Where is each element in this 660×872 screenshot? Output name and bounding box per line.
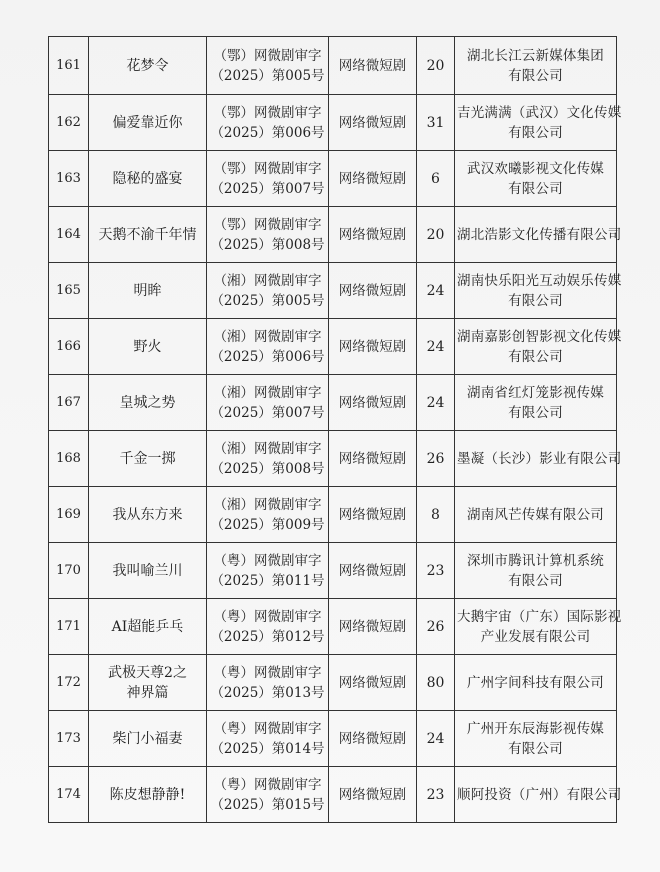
- license-number-cell-line: （鄂）网微剧审字: [213, 47, 322, 64]
- producer-cell: [455, 487, 617, 543]
- episode-count-cell: 26: [417, 599, 455, 655]
- license-number-cell-line: （2025）第015号: [210, 796, 325, 813]
- table-row: [49, 263, 617, 319]
- license-number-cell: [207, 487, 329, 543]
- episode-count-cell: 31: [417, 95, 455, 151]
- producer-cell-line: 墨凝（长沙）影业有限公司: [457, 450, 622, 467]
- row-number-cell: 167: [49, 375, 89, 431]
- approval-table: [48, 36, 622, 823]
- license-number-cell-line: （2025）第008号: [210, 236, 325, 253]
- license-number-cell: [207, 599, 329, 655]
- episode-count-cell: 24: [417, 319, 455, 375]
- table-row: [49, 599, 617, 655]
- drama-title-cell: [89, 431, 207, 487]
- producer-cell-line: 武汉欢曦影视文化传媒: [467, 160, 604, 177]
- drama-title-cell-line: 野火: [133, 338, 162, 355]
- license-number-cell-line: （2025）第007号: [210, 404, 325, 421]
- license-number-cell: [207, 263, 329, 319]
- drama-title-cell: [89, 263, 207, 319]
- row-number-cell: 163: [49, 151, 89, 207]
- table-row: [49, 487, 617, 543]
- license-number-cell-line: （粤）网微剧审字: [213, 776, 322, 793]
- drama-title-cell-line: 天鹅不渝千年情: [98, 226, 197, 243]
- drama-title-cell-line: 千金一掷: [119, 450, 176, 467]
- producer-cell-line: 产业发展有限公司: [480, 628, 591, 645]
- producer-cell: [455, 207, 622, 263]
- drama-type-cell: 网络微短剧: [329, 319, 417, 375]
- license-number-cell-line: （湘）网微剧审字: [213, 496, 322, 513]
- producer-cell: [455, 375, 617, 431]
- license-number-cell-line: （2025）第008号: [210, 460, 325, 477]
- drama-type-cell: 网络微短剧: [329, 37, 417, 95]
- drama-title-cell-line: 隐秘的盛宴: [112, 170, 183, 187]
- license-number-cell-line: （2025）第011号: [210, 572, 325, 589]
- license-number-cell-line: （2025）第013号: [210, 684, 325, 701]
- license-number-cell-line: （2025）第009号: [210, 516, 325, 533]
- table-row: [49, 711, 617, 767]
- license-number-cell-line: （2025）第006号: [210, 124, 325, 141]
- license-number-cell-line: （粤）网微剧审字: [213, 608, 322, 625]
- producer-cell: [455, 655, 617, 711]
- drama-title-cell: [89, 711, 207, 767]
- license-number-cell-line: （2025）第007号: [210, 180, 325, 197]
- producer-cell-line: 有限公司: [508, 292, 563, 309]
- producer-cell-line: 吉光满满（武汉）文化传媒: [457, 104, 622, 121]
- episode-count-cell: 23: [417, 543, 455, 599]
- episode-count-cell: 80: [417, 655, 455, 711]
- table-row: [49, 37, 617, 95]
- license-number-cell-line: （鄂）网微剧审字: [213, 160, 322, 177]
- producer-cell-line: 有限公司: [508, 67, 563, 84]
- row-number-cell: 172: [49, 655, 89, 711]
- drama-title-cell-line: 神界篇: [126, 684, 169, 701]
- producer-cell-line: 有限公司: [508, 180, 563, 197]
- row-number-cell: 170: [49, 543, 89, 599]
- license-number-cell: [207, 95, 329, 151]
- drama-title-cell: [89, 319, 207, 375]
- producer-cell-line: 深圳市腾讯计算机系统: [467, 552, 604, 569]
- drama-title-cell-line: 明眸: [133, 282, 162, 299]
- table-row: [49, 375, 617, 431]
- row-number-cell: 168: [49, 431, 89, 487]
- license-number-cell: [207, 207, 329, 263]
- producer-cell-line: 有限公司: [508, 348, 563, 365]
- license-number-cell: [207, 375, 329, 431]
- license-number-cell-line: （湘）网微剧审字: [213, 272, 322, 289]
- drama-title-cell-line: 我从东方来: [112, 506, 183, 523]
- license-number-cell-line: （鄂）网微剧审字: [213, 216, 322, 233]
- episode-count-cell: 24: [417, 263, 455, 319]
- producer-cell-line: 有限公司: [508, 740, 563, 757]
- license-number-cell-line: （2025）第005号: [210, 292, 325, 309]
- license-number-cell-line: （2025）第014号: [210, 740, 325, 757]
- table-row: [49, 431, 617, 487]
- table-row: [49, 95, 617, 151]
- drama-title-cell: [89, 767, 207, 823]
- drama-title-cell-line: AI超能乒乓: [111, 618, 184, 635]
- table-row: [49, 207, 617, 263]
- drama-type-cell: 网络微短剧: [329, 767, 417, 823]
- producer-cell-line: 湖北浩影文化传播有限公司: [457, 226, 622, 243]
- producer-cell-line: 湖南快乐阳光互动娱乐传媒: [457, 272, 622, 289]
- license-number-cell: [207, 319, 329, 375]
- row-number-cell: 166: [49, 319, 89, 375]
- producer-cell-line: 有限公司: [508, 572, 563, 589]
- producer-cell: [455, 37, 617, 95]
- license-number-cell-line: （粤）网微剧审字: [213, 720, 322, 737]
- producer-cell: [455, 151, 617, 207]
- license-number-cell: [207, 37, 329, 95]
- drama-title-cell: [89, 487, 207, 543]
- producer-cell-line: 湖南嘉影创智影视文化传媒: [457, 328, 622, 345]
- producer-cell-line: 湖北长江云新媒体集团: [467, 47, 604, 64]
- license-number-cell: [207, 655, 329, 711]
- drama-title-cell: [89, 375, 207, 431]
- drama-title-cell: [89, 207, 207, 263]
- table-row: [49, 319, 617, 375]
- row-number-cell: 162: [49, 95, 89, 151]
- drama-type-cell: 网络微短剧: [329, 711, 417, 767]
- license-number-cell: [207, 151, 329, 207]
- row-number-cell: 174: [49, 767, 89, 823]
- producer-cell-line: 广州开东辰海影视传媒: [467, 720, 604, 737]
- row-number-cell: 171: [49, 599, 89, 655]
- episode-count-cell: 8: [417, 487, 455, 543]
- license-number-cell-line: （2025）第005号: [210, 67, 325, 84]
- episode-count-cell: 20: [417, 37, 455, 95]
- license-number-cell: [207, 431, 329, 487]
- drama-type-cell: 网络微短剧: [329, 599, 417, 655]
- drama-type-cell: 网络微短剧: [329, 543, 417, 599]
- drama-title-cell-line: 陈皮想静静!: [109, 786, 186, 803]
- drama-type-cell: 网络微短剧: [329, 263, 417, 319]
- drama-title-cell: [89, 151, 207, 207]
- producer-cell: [455, 263, 622, 319]
- license-number-cell: [207, 711, 329, 767]
- episode-count-cell: 20: [417, 207, 455, 263]
- episode-count-cell: 24: [417, 375, 455, 431]
- license-number-cell-line: （湘）网微剧审字: [213, 440, 322, 457]
- drama-type-cell: 网络微短剧: [329, 95, 417, 151]
- drama-title-cell-line: 皇城之势: [119, 394, 176, 411]
- producer-cell-line: 湖南省红灯笼影视传媒: [467, 384, 604, 401]
- license-number-cell-line: （2025）第006号: [210, 348, 325, 365]
- license-number-cell: [207, 543, 329, 599]
- episode-count-cell: 23: [417, 767, 455, 823]
- episode-count-cell: 6: [417, 151, 455, 207]
- row-number-cell: 164: [49, 207, 89, 263]
- producer-cell: [455, 599, 622, 655]
- producer-cell: [455, 767, 622, 823]
- drama-title-cell-line: 花梦令: [126, 57, 169, 74]
- drama-type-cell: 网络微短剧: [329, 375, 417, 431]
- table-row: [49, 151, 617, 207]
- drama-title-cell: [89, 655, 207, 711]
- license-number-cell-line: （2025）第012号: [210, 628, 325, 645]
- producer-cell-line: 有限公司: [508, 124, 563, 141]
- drama-title-cell-line: 柴门小福妻: [112, 730, 183, 747]
- producer-cell-line: 大鹅宇宙（广东）国际影视: [457, 608, 622, 625]
- table-row: [49, 767, 617, 823]
- drama-type-cell: 网络微短剧: [329, 207, 417, 263]
- row-number-cell: 165: [49, 263, 89, 319]
- drama-title-cell-line: 我叫喻兰川: [112, 562, 183, 579]
- row-number-cell: 173: [49, 711, 89, 767]
- table-body: [49, 37, 622, 823]
- producer-cell: [455, 95, 622, 151]
- producer-cell-line: 有限公司: [508, 404, 563, 421]
- drama-type-cell: 网络微短剧: [329, 151, 417, 207]
- license-number-cell-line: （湘）网微剧审字: [213, 328, 322, 345]
- license-number-cell-line: （鄂）网微剧审字: [213, 104, 322, 121]
- episode-count-cell: 26: [417, 431, 455, 487]
- table-row: [49, 543, 617, 599]
- license-number-cell-line: （粤）网微剧审字: [213, 552, 322, 569]
- drama-type-cell: 网络微短剧: [329, 431, 417, 487]
- producer-cell: [455, 319, 622, 375]
- producer-cell-line: 顺阿投资（广州）有限公司: [457, 786, 622, 803]
- drama-title-cell: [89, 599, 207, 655]
- drama-title-cell: [89, 95, 207, 151]
- license-number-cell: [207, 767, 329, 823]
- drama-title-cell-line: 偏爱靠近你: [112, 114, 183, 131]
- drama-type-cell: 网络微短剧: [329, 655, 417, 711]
- drama-title-cell: [89, 37, 207, 95]
- producer-cell: [455, 543, 617, 599]
- episode-count-cell: 24: [417, 711, 455, 767]
- drama-title-cell: [89, 543, 207, 599]
- producer-cell: [455, 431, 622, 487]
- producer-cell-line: 广州字间科技有限公司: [467, 674, 604, 691]
- row-number-cell: 161: [49, 37, 89, 95]
- license-number-cell-line: （湘）网微剧审字: [213, 384, 322, 401]
- drama-title-cell-line: 武极天尊2之: [108, 664, 187, 681]
- producer-cell: [455, 711, 617, 767]
- license-number-cell-line: （粤）网微剧审字: [213, 664, 322, 681]
- producer-cell-line: 湖南风芒传媒有限公司: [467, 506, 604, 523]
- row-number-cell: 169: [49, 487, 89, 543]
- drama-type-cell: 网络微短剧: [329, 487, 417, 543]
- table-row: [49, 655, 617, 711]
